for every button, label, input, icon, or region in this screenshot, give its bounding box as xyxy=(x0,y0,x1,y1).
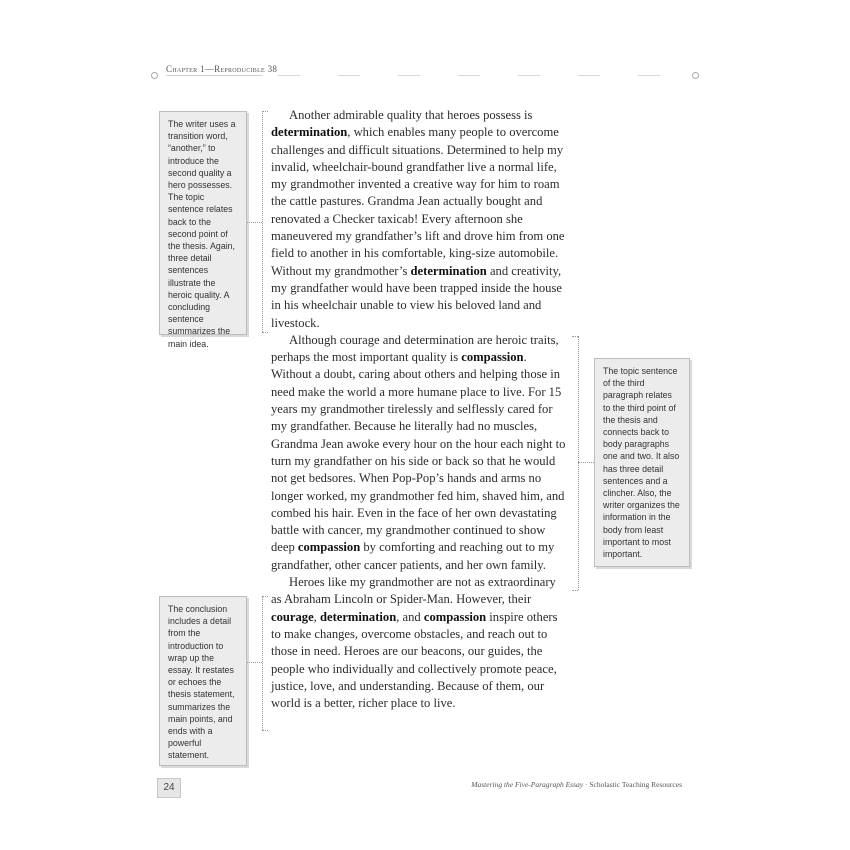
keyword-courage: courage xyxy=(271,609,314,624)
paragraph-text: Another admirable quality that heroes possess is xyxy=(289,108,533,122)
annotation-note-paragraph-two xyxy=(159,111,247,349)
connector-line xyxy=(578,462,594,463)
annotation-text: The topic sentence of the third paragraph relates to the third point of the thesis and connects back to body paragraphs one and two. It also has three detail sentences and a clincher. Also, the writer organizes the information in the body from least important to most important. xyxy=(603,366,680,560)
header-dash xyxy=(278,75,300,76)
keyword-determination: determination xyxy=(319,609,397,624)
paragraph-text: , xyxy=(313,609,320,624)
header-dash xyxy=(398,75,420,76)
bracket-tick xyxy=(262,730,268,731)
connector-line xyxy=(247,222,262,223)
keyword-compassion: compassion xyxy=(297,540,361,555)
paragraph-text: Heroes like my grandmother are not as extraordinary as Abraham Lincoln or Spider-Man. However, their xyxy=(271,575,556,607)
annotation-text: The writer uses a transition word, “another,” to introduce the second quality a hero possesses. The topic sentence relates back to the second point of the thesis. Again, three detail sentences illustrate the heroic quality. A concluding sentence summarizes the main idea. xyxy=(168,119,236,349)
essay-body xyxy=(271,107,569,712)
bracket-tick xyxy=(262,332,268,333)
page-number: 24 xyxy=(157,778,181,798)
bracket-line-paragraph-three xyxy=(578,336,579,590)
bracket-tick xyxy=(262,596,268,597)
paragraph-text: , which enables many people to overcome challenges and difficult situations. Determined to help my invalid, wheelchair-bound grandfather live a normal life, my grandmother invented a creative way for him to roam the cattle pastures. Grandma Jean actually bought and renovated a Checker taxicab! Every afternoon she maneuvered my grandfather’s lift and drove him from one field to another in his comfortable, king-size automobile. Without my grandmother’s xyxy=(271,125,565,278)
keyword-determination: determination xyxy=(271,125,348,140)
paragraph-text: by comforting and reaching out to my grandfather, other cancer patients, and her own family. xyxy=(271,540,555,572)
book-title: Mastering the Five-Paragraph Essay xyxy=(471,780,584,789)
publisher: Scholastic Teaching Resources xyxy=(589,780,682,789)
body-paragraph-compassion xyxy=(271,332,569,574)
paragraph-text: and creativity, my grandfather would have been trapped inside the house in his wheelchair unable to view his beloved land and livestock. xyxy=(271,263,562,330)
header-dash xyxy=(338,75,360,76)
annotation-text: The conclusion includes a detail from the introduction to wrap up the essay. It restates or echoes the thesis statement, summarizes the main points, and ends with a powerful statement. xyxy=(168,604,235,761)
page-footer xyxy=(471,780,682,789)
bracket-tick xyxy=(572,590,578,591)
punch-hole-right xyxy=(692,72,699,79)
punch-hole-left xyxy=(151,72,158,79)
keyword-compassion: compassion xyxy=(423,609,487,624)
paragraph-text: inspire others to make changes, overcome obstacles, and reach out to those in need. Heroes are our beacons, our guides, the people who individually and collectively promote peace, justice, love, and understanding. Because of them, our world is a better, richer place to live. xyxy=(271,609,558,711)
paragraph-text: Although courage and determination are heroic traits, perhaps the most important quality is xyxy=(271,332,559,365)
bracket-line-paragraph-two xyxy=(262,111,263,332)
header-rule xyxy=(166,75,262,76)
annotation-note-conclusion xyxy=(159,596,247,766)
conclusion-paragraph xyxy=(271,574,569,712)
bracket-tick xyxy=(572,336,578,337)
annotation-note-paragraph-three xyxy=(594,358,690,567)
header-dash xyxy=(578,75,600,76)
bracket-tick xyxy=(262,111,268,112)
header-dash xyxy=(638,75,660,76)
body-paragraph-determination xyxy=(271,107,569,332)
header-dash xyxy=(518,75,540,76)
keyword-determination: determination xyxy=(410,263,487,278)
header-dash xyxy=(458,75,480,76)
keyword-compassion: compassion xyxy=(461,350,524,365)
paragraph-text: , and xyxy=(396,609,424,624)
bracket-line-conclusion xyxy=(262,596,263,730)
footer-separator: · xyxy=(584,780,588,789)
paragraph-text: . Without a doubt, caring about others and helping those in need make the world a more humane place to live. For 15 years my grandmother tirelessly and selflessly cared for my grandfather. Because he literally had no muscles, Grandma Jean awoke every hour on the hour each night to turn my grandfather on his side or back so that he would not get bedsores. When Pop-Pop’s hands and arms no longer worked, my grandmother fed him, shaved him, and combed his hair. Even in the face of her own devastating battle with cancer, my grandmother continued to show deep xyxy=(271,350,566,555)
chapter-header: Chapter 1—Reproducible 38 xyxy=(166,64,278,74)
connector-line xyxy=(247,662,262,663)
